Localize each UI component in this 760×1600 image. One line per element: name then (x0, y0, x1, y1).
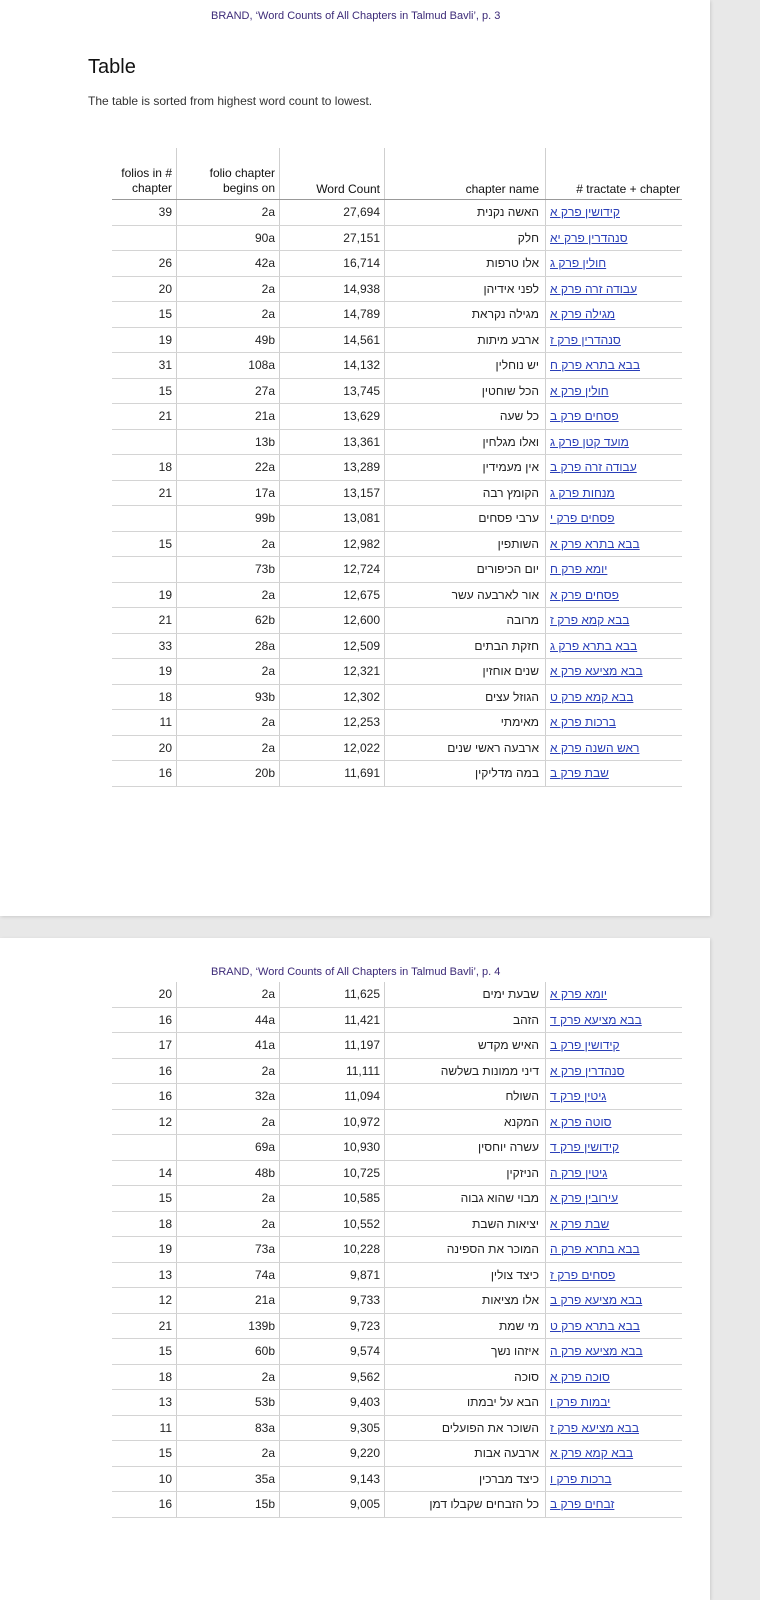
table-row (112, 710, 682, 736)
table-row (112, 1466, 682, 1492)
begins-on-cell: 21a (177, 404, 280, 430)
word-count-cell: 13,157 (280, 480, 385, 506)
table-row (112, 353, 682, 379)
table-row (112, 659, 682, 685)
folios-cell: 15 (112, 531, 177, 557)
page-title: Table (88, 56, 136, 78)
tractate-chapter-link[interactable]: בבא מציעא פרק ד (546, 1007, 683, 1033)
begins-on-cell: 41a (177, 1033, 280, 1059)
table-row (112, 1237, 682, 1263)
begins-on-cell: 21a (177, 1288, 280, 1314)
word-count-cell: 11,421 (280, 1007, 385, 1033)
folios-cell: 11 (112, 710, 177, 736)
tractate-chapter-link[interactable]: קידושין פרק א (546, 200, 683, 226)
word-count-cell: 27,694 (280, 200, 385, 226)
word-count-cell: 12,600 (280, 608, 385, 634)
tractate-chapter-link[interactable]: ברכות פרק א (546, 710, 683, 736)
chapter-name-cell: שבעת ימים (385, 982, 546, 1007)
tractate-chapter-link[interactable]: בבא קמא פרק ט (546, 684, 683, 710)
table-row (112, 1339, 682, 1365)
begins-on-cell: 17a (177, 480, 280, 506)
word-count-table-continued (112, 982, 682, 1518)
tractate-chapter-link[interactable]: שבת פרק ב (546, 761, 683, 787)
begins-on-cell: 2a (177, 1364, 280, 1390)
begins-on-cell: 62b (177, 608, 280, 634)
word-count-cell: 12,022 (280, 735, 385, 761)
page-header: BRAND, ‘Word Counts of All Chapters in Talmud Bavli’, p. 3 (211, 10, 501, 22)
table-row (112, 1058, 682, 1084)
word-count-cell: 12,724 (280, 557, 385, 583)
begins-on-cell: 2a (177, 582, 280, 608)
folios-cell: 16 (112, 1058, 177, 1084)
tractate-chapter-link[interactable]: פסחים פרק י (546, 506, 683, 532)
begins-on-cell: 2a (177, 1211, 280, 1237)
tractate-chapter-link[interactable]: ברכות פרק ו (546, 1466, 683, 1492)
word-count-cell: 9,733 (280, 1288, 385, 1314)
word-count-cell: 10,930 (280, 1135, 385, 1161)
table-row (112, 1288, 682, 1314)
begins-on-cell: 49b (177, 327, 280, 353)
word-count-cell: 13,629 (280, 404, 385, 430)
table-row (112, 302, 682, 328)
chapter-name-cell: המוכר את הספינה (385, 1237, 546, 1263)
chapter-name-cell: הקומץ רבה (385, 480, 546, 506)
begins-on-cell: 15b (177, 1492, 280, 1518)
folios-cell (112, 506, 177, 532)
begins-on-cell: 2a (177, 1186, 280, 1212)
chapter-name-cell: האיש מקדש (385, 1033, 546, 1059)
begins-on-cell: 13b (177, 429, 280, 455)
folios-cell: 21 (112, 1313, 177, 1339)
begins-on-cell: 28a (177, 633, 280, 659)
table-row (112, 1007, 682, 1033)
chapter-name-cell: מי שמת (385, 1313, 546, 1339)
word-count-cell: 12,302 (280, 684, 385, 710)
table-row (112, 1033, 682, 1059)
begins-on-cell: 83a (177, 1415, 280, 1441)
table-row (112, 684, 682, 710)
tractate-chapter-link[interactable]: בבא מציעא פרק ה (546, 1339, 683, 1365)
begins-on-cell: 73b (177, 557, 280, 583)
word-count-cell: 9,871 (280, 1262, 385, 1288)
chapter-name-cell: הכל שוחטין (385, 378, 546, 404)
tractate-chapter-link[interactable]: מועד קטן פרק ג (546, 429, 683, 455)
tractate-chapter-link[interactable]: בבא מציעא פרק א (546, 659, 683, 685)
table-body (112, 200, 682, 787)
word-count-cell: 13,289 (280, 455, 385, 481)
table-row (112, 276, 682, 302)
table-row (112, 327, 682, 353)
tractate-chapter-link[interactable]: גיטין פרק ה (546, 1160, 683, 1186)
col-count-header: Word Count (280, 148, 385, 200)
table-row (112, 1160, 682, 1186)
chapter-name-cell: הגוזל עצים (385, 684, 546, 710)
chapter-name-cell: ארבעה ראשי שנים (385, 735, 546, 761)
tractate-chapter-link[interactable]: בבא בתרא פרק א (546, 531, 683, 557)
chapter-name-cell: כיצד מברכין (385, 1466, 546, 1492)
chapter-name-cell: ארבע מיתות (385, 327, 546, 353)
begins-on-cell: 32a (177, 1084, 280, 1110)
chapter-name-cell: אין מעמידין (385, 455, 546, 481)
folios-cell: 21 (112, 608, 177, 634)
folios-cell: 18 (112, 684, 177, 710)
folios-cell: 16 (112, 761, 177, 787)
word-count-cell: 9,723 (280, 1313, 385, 1339)
word-count-cell: 11,691 (280, 761, 385, 787)
folios-cell (112, 429, 177, 455)
begins-on-cell: 22a (177, 455, 280, 481)
table-row (112, 982, 682, 1007)
tractate-chapter-link[interactable]: סוטה פרק א (546, 1109, 683, 1135)
begins-on-cell: 60b (177, 1339, 280, 1365)
table-row (112, 1313, 682, 1339)
table-row (112, 455, 682, 481)
table-row (112, 251, 682, 277)
begins-on-cell: 2a (177, 276, 280, 302)
chapter-name-cell: לפני אידיהן (385, 276, 546, 302)
tractate-chapter-link[interactable]: בבא בתרא פרק ט (546, 1313, 683, 1339)
chapter-name-cell: הבא על יבמתו (385, 1390, 546, 1416)
folios-cell: 15 (112, 378, 177, 404)
tractate-chapter-link[interactable]: בבא מציעא פרק ב (546, 1288, 683, 1314)
chapter-name-cell: יום הכיפורים (385, 557, 546, 583)
table-row (112, 608, 682, 634)
begins-on-cell: 2a (177, 710, 280, 736)
chapter-name-cell: שנים אוחזין (385, 659, 546, 685)
word-count-cell: 12,253 (280, 710, 385, 736)
chapter-name-cell: השוכר את הפועלים (385, 1415, 546, 1441)
folios-cell (112, 225, 177, 251)
tractate-chapter-link[interactable]: חולין פרק א (546, 378, 683, 404)
chapter-name-cell: סוכה (385, 1364, 546, 1390)
folios-cell: 26 (112, 251, 177, 277)
tractate-chapter-link[interactable]: יומא פרק ח (546, 557, 683, 583)
table-row (112, 200, 682, 226)
col-begins-header: folio chapter begins on (177, 148, 280, 200)
chapter-name-cell: חלק (385, 225, 546, 251)
word-count-cell: 11,094 (280, 1084, 385, 1110)
tractate-chapter-link[interactable]: יומא פרק א (546, 982, 683, 1007)
table-row (112, 531, 682, 557)
chapter-name-cell: במה מדליקין (385, 761, 546, 787)
begins-on-cell: 74a (177, 1262, 280, 1288)
word-count-cell: 13,361 (280, 429, 385, 455)
folios-cell: 18 (112, 1211, 177, 1237)
chapter-name-cell: מאימתי (385, 710, 546, 736)
begins-on-cell: 139b (177, 1313, 280, 1339)
table-row (112, 225, 682, 251)
table-row (112, 404, 682, 430)
col-folios-header: folios in # chapter (112, 148, 177, 200)
folios-cell: 15 (112, 1441, 177, 1467)
col-tractate-header: # tractate + chapter (546, 148, 683, 200)
folios-cell: 15 (112, 302, 177, 328)
table-header-row (112, 148, 682, 200)
tractate-chapter-link[interactable]: סנהדרין פרק יא (546, 225, 683, 251)
word-count-cell: 9,574 (280, 1339, 385, 1365)
word-count-cell: 9,143 (280, 1466, 385, 1492)
tractate-chapter-link[interactable]: בבא בתרא פרק ה (546, 1237, 683, 1263)
folios-cell: 21 (112, 480, 177, 506)
folios-cell: 17 (112, 1033, 177, 1059)
chapter-name-cell: יש נוחלין (385, 353, 546, 379)
word-count-cell: 27,151 (280, 225, 385, 251)
chapter-name-cell: אור לארבעה עשר (385, 582, 546, 608)
word-count-cell: 10,552 (280, 1211, 385, 1237)
table-row (112, 378, 682, 404)
begins-on-cell: 2a (177, 302, 280, 328)
folios-cell: 20 (112, 735, 177, 761)
tractate-chapter-link[interactable]: קידושין פרק ד (546, 1135, 683, 1161)
chapter-name-cell: ערבי פסחים (385, 506, 546, 532)
table-row (112, 1135, 682, 1161)
chapter-name-cell: כל הזבחים שקבלו דמן (385, 1492, 546, 1518)
begins-on-cell: 2a (177, 1109, 280, 1135)
folios-cell (112, 1135, 177, 1161)
begins-on-cell: 44a (177, 1007, 280, 1033)
begins-on-cell: 73a (177, 1237, 280, 1263)
word-count-cell: 10,725 (280, 1160, 385, 1186)
tractate-chapter-link[interactable]: סנהדרין פרק א (546, 1058, 683, 1084)
table-row (112, 1441, 682, 1467)
word-count-cell: 12,509 (280, 633, 385, 659)
tractate-chapter-link[interactable]: עירובין פרק א (546, 1186, 683, 1212)
word-count-cell: 11,197 (280, 1033, 385, 1059)
begins-on-cell: 2a (177, 735, 280, 761)
word-count-cell: 9,562 (280, 1364, 385, 1390)
folios-cell: 19 (112, 327, 177, 353)
chapter-name-cell: אלו טרפות (385, 251, 546, 277)
begins-on-cell: 35a (177, 1466, 280, 1492)
tractate-chapter-link[interactable]: סוכה פרק א (546, 1364, 683, 1390)
begins-on-cell: 2a (177, 1441, 280, 1467)
page-subtitle: The table is sorted from highest word count to lowest. (88, 94, 373, 108)
begins-on-cell: 2a (177, 982, 280, 1007)
begins-on-cell: 20b (177, 761, 280, 787)
word-count-cell: 14,132 (280, 353, 385, 379)
folios-cell: 39 (112, 200, 177, 226)
word-count-cell: 11,625 (280, 982, 385, 1007)
word-count-cell: 10,228 (280, 1237, 385, 1263)
tractate-chapter-link[interactable]: בבא מציעא פרק ז (546, 1415, 683, 1441)
word-count-cell: 10,972 (280, 1109, 385, 1135)
table-row (112, 1364, 682, 1390)
folios-cell: 15 (112, 1339, 177, 1365)
begins-on-cell: 53b (177, 1390, 280, 1416)
chapter-name-cell: אלו מציאות (385, 1288, 546, 1314)
tractate-chapter-link[interactable]: מגילה פרק א (546, 302, 683, 328)
tractate-chapter-link[interactable]: בבא בתרא פרק ח (546, 353, 683, 379)
table-row (112, 506, 682, 532)
folios-cell: 19 (112, 582, 177, 608)
word-count-cell: 9,220 (280, 1441, 385, 1467)
table-row (112, 761, 682, 787)
tractate-chapter-link[interactable]: זבחים פרק ב (546, 1492, 683, 1518)
word-count-cell: 14,561 (280, 327, 385, 353)
tractate-chapter-link[interactable]: חולין פרק ג (546, 251, 683, 277)
chapter-name-cell: מבוי שהוא גבוה (385, 1186, 546, 1212)
chapter-name-cell: הזהב (385, 1007, 546, 1033)
table-body (112, 982, 682, 1517)
table-row (112, 1109, 682, 1135)
word-count-cell: 12,321 (280, 659, 385, 685)
tractate-chapter-link[interactable]: פסחים פרק א (546, 582, 683, 608)
chapter-name-cell: מגילה נקראת (385, 302, 546, 328)
begins-on-cell: 2a (177, 659, 280, 685)
document-page-4 (0, 938, 710, 1600)
chapter-name-cell: השולח (385, 1084, 546, 1110)
tractate-chapter-link[interactable]: בבא קמא פרק ז (546, 608, 683, 634)
tractate-chapter-link[interactable]: גיטין פרק ד (546, 1084, 683, 1110)
begins-on-cell: 69a (177, 1135, 280, 1161)
begins-on-cell: 2a (177, 531, 280, 557)
table-row (112, 1262, 682, 1288)
chapter-name-cell: עשרה יוחסין (385, 1135, 546, 1161)
folios-cell: 15 (112, 1186, 177, 1212)
table-row (112, 1492, 682, 1518)
chapter-name-cell: חזקת הבתים (385, 633, 546, 659)
chapter-name-cell: המקנא (385, 1109, 546, 1135)
folios-cell: 13 (112, 1262, 177, 1288)
tractate-chapter-link[interactable]: פסחים פרק ב (546, 404, 683, 430)
begins-on-cell: 27a (177, 378, 280, 404)
word-count-cell: 10,585 (280, 1186, 385, 1212)
page-header: BRAND, ‘Word Counts of All Chapters in Talmud Bavli’, p. 4 (211, 966, 501, 978)
word-count-cell: 16,714 (280, 251, 385, 277)
table-row (112, 557, 682, 583)
word-count-cell: 14,789 (280, 302, 385, 328)
word-count-cell: 12,675 (280, 582, 385, 608)
folios-cell: 20 (112, 982, 177, 1007)
chapter-name-cell: ארבעה אבות (385, 1441, 546, 1467)
tractate-chapter-link[interactable]: ראש השנה פרק א (546, 735, 683, 761)
folios-cell: 33 (112, 633, 177, 659)
begins-on-cell: 2a (177, 200, 280, 226)
folios-cell (112, 557, 177, 583)
folios-cell: 13 (112, 1390, 177, 1416)
chapter-name-cell: כל שעה (385, 404, 546, 430)
folios-cell: 20 (112, 276, 177, 302)
begins-on-cell: 99b (177, 506, 280, 532)
col-name-header: chapter name (385, 148, 546, 200)
tractate-chapter-link[interactable]: יבמות פרק ו (546, 1390, 683, 1416)
tractate-chapter-link[interactable]: פסחים פרק ז (546, 1262, 683, 1288)
word-count-cell: 11,111 (280, 1058, 385, 1084)
word-count-cell: 14,938 (280, 276, 385, 302)
folios-cell: 21 (112, 404, 177, 430)
folios-cell: 19 (112, 659, 177, 685)
table-row (112, 633, 682, 659)
folios-cell: 11 (112, 1415, 177, 1441)
folios-cell: 18 (112, 455, 177, 481)
tractate-chapter-link[interactable]: קידושין פרק ב (546, 1033, 683, 1059)
tractate-chapter-link[interactable]: סנהדרין פרק ז (546, 327, 683, 353)
begins-on-cell: 108a (177, 353, 280, 379)
tractate-chapter-link[interactable]: שבת פרק א (546, 1211, 683, 1237)
table-row (112, 1415, 682, 1441)
folios-cell: 16 (112, 1084, 177, 1110)
folios-cell: 10 (112, 1466, 177, 1492)
folios-cell: 12 (112, 1109, 177, 1135)
folios-cell: 12 (112, 1288, 177, 1314)
tractate-chapter-link[interactable]: עבודה זרה פרק א (546, 276, 683, 302)
folios-cell: 16 (112, 1492, 177, 1518)
begins-on-cell: 90a (177, 225, 280, 251)
word-count-cell: 9,305 (280, 1415, 385, 1441)
begins-on-cell: 2a (177, 1058, 280, 1084)
folios-cell: 31 (112, 353, 177, 379)
word-count-table (112, 148, 682, 787)
word-count-cell: 13,081 (280, 506, 385, 532)
table-row (112, 1211, 682, 1237)
begins-on-cell: 93b (177, 684, 280, 710)
tractate-chapter-link[interactable]: עבודה זרה פרק ב (546, 455, 683, 481)
tractate-chapter-link[interactable]: מנחות פרק ג (546, 480, 683, 506)
folios-cell: 16 (112, 1007, 177, 1033)
chapter-name-cell: יציאות השבת (385, 1211, 546, 1237)
word-count-cell: 9,403 (280, 1390, 385, 1416)
table-row (112, 1084, 682, 1110)
chapter-name-cell: איזהו נשך (385, 1339, 546, 1365)
chapter-name-cell: השותפין (385, 531, 546, 557)
begins-on-cell: 48b (177, 1160, 280, 1186)
table-row (112, 1390, 682, 1416)
word-count-cell: 12,982 (280, 531, 385, 557)
chapter-name-cell: מרובה (385, 608, 546, 634)
word-count-cell: 9,005 (280, 1492, 385, 1518)
word-count-cell: 13,745 (280, 378, 385, 404)
chapter-name-cell: דיני ממונות בשלשה (385, 1058, 546, 1084)
chapter-name-cell: הניזקין (385, 1160, 546, 1186)
chapter-name-cell: האשה נקנית (385, 200, 546, 226)
chapter-name-cell: ואלו מגלחין (385, 429, 546, 455)
tractate-chapter-link[interactable]: בבא קמא פרק א (546, 1441, 683, 1467)
begins-on-cell: 42a (177, 251, 280, 277)
folios-cell: 14 (112, 1160, 177, 1186)
table-row (112, 1186, 682, 1212)
table-row (112, 429, 682, 455)
table-row (112, 480, 682, 506)
chapter-name-cell: כיצד צולין (385, 1262, 546, 1288)
folios-cell: 19 (112, 1237, 177, 1263)
table-row (112, 735, 682, 761)
tractate-chapter-link[interactable]: בבא בתרא פרק ג (546, 633, 683, 659)
folios-cell: 18 (112, 1364, 177, 1390)
table-row (112, 582, 682, 608)
